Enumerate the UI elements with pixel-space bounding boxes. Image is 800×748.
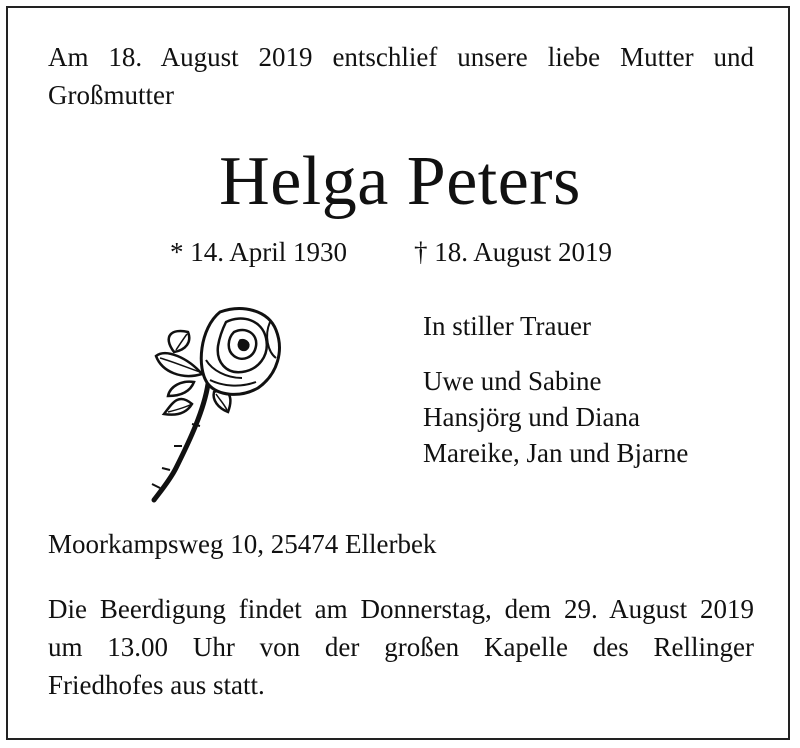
mourner-line: Uwe und Sabine bbox=[423, 366, 602, 396]
mourners-block bbox=[423, 308, 688, 471]
funeral-line-1: Die Beerdigung findet am Donnerstag, dem 29. August 2019 bbox=[48, 594, 754, 624]
death-date: † 18. August 2019 bbox=[414, 237, 613, 267]
intro-line-2: Großmutter bbox=[48, 80, 174, 110]
funeral-text bbox=[48, 590, 754, 704]
funeral-line-3: Friedhofes aus statt. bbox=[48, 670, 265, 700]
deceased-name: Helga Peters bbox=[219, 143, 581, 220]
funeral-line-2: um 13.00 Uhr von der großen Kapelle des Rellinger bbox=[48, 632, 754, 662]
rose-icon bbox=[130, 300, 290, 510]
intro-text bbox=[48, 38, 754, 114]
address: Moorkampsweg 10, 25474 Ellerbek bbox=[48, 529, 437, 559]
mourner-line: Hansjörg und Diana bbox=[423, 402, 640, 432]
mourning-intro: In stiller Trauer bbox=[423, 311, 591, 341]
intro-line-1: Am 18. August 2019 entschlief unsere liebe Mutter und bbox=[48, 42, 754, 72]
birth-date: * 14. April 1930 bbox=[170, 237, 348, 267]
mourner-line: Mareike, Jan und Bjarne bbox=[423, 438, 689, 468]
